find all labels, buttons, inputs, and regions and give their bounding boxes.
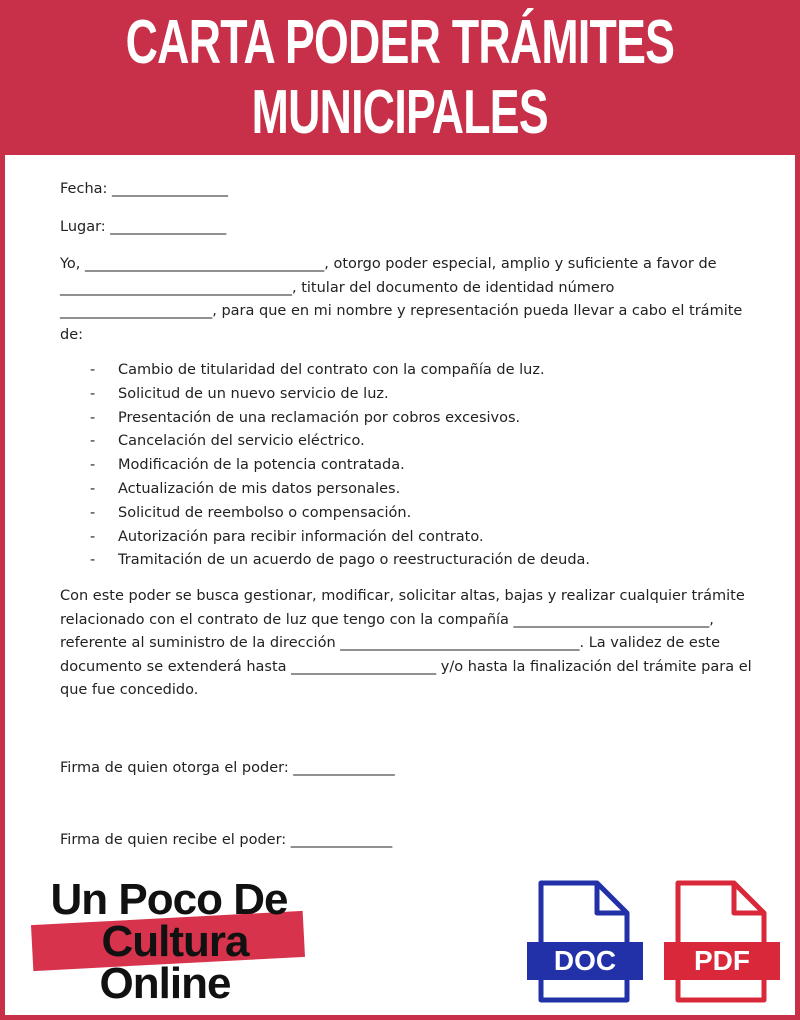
pdf-label: PDF: [694, 945, 750, 976]
download-pdf-button[interactable]: [662, 880, 782, 1005]
list-item-text: Solicitud de reembolso o compensación.: [118, 504, 412, 521]
doc-label: DOC: [553, 945, 617, 976]
page-title-line-1: CARTA PODER TRÁMITES: [125, 7, 675, 77]
list-item: [90, 454, 590, 478]
download-doc-button[interactable]: [525, 880, 645, 1005]
page-header: [0, 0, 800, 155]
list-item-text: Tramitación de un acuerdo de pago o reestructuración de deuda.: [118, 552, 591, 569]
brand-line-3: Online: [99, 959, 231, 1008]
bullet-dash: -: [90, 528, 96, 545]
signature-grantee-line: Firma de quien recibe el poder: ______________: [60, 832, 393, 848]
fecha-line: Fecha: ________________: [60, 181, 229, 197]
list-item-text: Actualización de mis datos personales.: [118, 480, 401, 497]
bullet-dash: -: [90, 457, 96, 474]
bullet-dash: -: [90, 552, 96, 569]
list-item: [90, 502, 590, 526]
brand-logo[interactable]: [30, 876, 320, 1006]
list-item: [90, 359, 590, 383]
list-item-text: Presentación de una reclamación por cobros excesivos.: [118, 409, 521, 426]
list-item: [90, 478, 590, 502]
intro-paragraph: Yo, _________________________________, otorgo poder especial, amplio y suficiente a favor de ________________________________, titular del documento de identidad número _____________________, para que en mi nombre y representación pueda llevar a cabo el trámite de:: [60, 256, 743, 343]
list-item: [90, 383, 590, 407]
closing-paragraph: Con este poder se busca gestionar, modificar, solicitar altas, bajas y realizar cualquier trámite relacionado con el contrato de luz que tengo con la compañía ___________________________, referente al suministro de la dirección _________________________________. La validez de este documento se extenderá hasta ____________________ y/o hasta la finalización del trámite para el que fue concedido.: [60, 588, 752, 698]
bullet-dash: -: [90, 480, 96, 497]
signature-grantor-line: Firma de quien otorga el poder: ______________: [60, 760, 395, 776]
list-item-text: Cancelación del servicio eléctrico.: [118, 433, 365, 450]
list-item-text: Cambio de titularidad del contrato con la compañía de luz.: [118, 362, 545, 378]
brand-line-1: Un Poco De: [50, 875, 288, 924]
bullet-dash: -: [90, 433, 96, 450]
list-item: [90, 549, 590, 573]
list-item: [90, 526, 590, 550]
page-title-line-2: MUNICIPALES: [251, 77, 549, 147]
brand-line-2: Cultura: [101, 917, 249, 966]
list-item-text: Modificación de la potencia contratada.: [118, 457, 405, 474]
lugar-line: Lugar: ________________: [60, 219, 227, 235]
bullet-dash: -: [90, 362, 96, 378]
list-item: [90, 430, 590, 454]
list-item: [90, 407, 590, 431]
bullet-dash: -: [90, 409, 96, 426]
bullet-dash: -: [90, 385, 96, 402]
list-item-text: Autorización para recibir información del contrato.: [118, 528, 484, 545]
tramites-list: [90, 359, 590, 573]
bullet-dash: -: [90, 504, 96, 521]
list-item-text: Solicitud de un nuevo servicio de luz.: [118, 385, 389, 402]
